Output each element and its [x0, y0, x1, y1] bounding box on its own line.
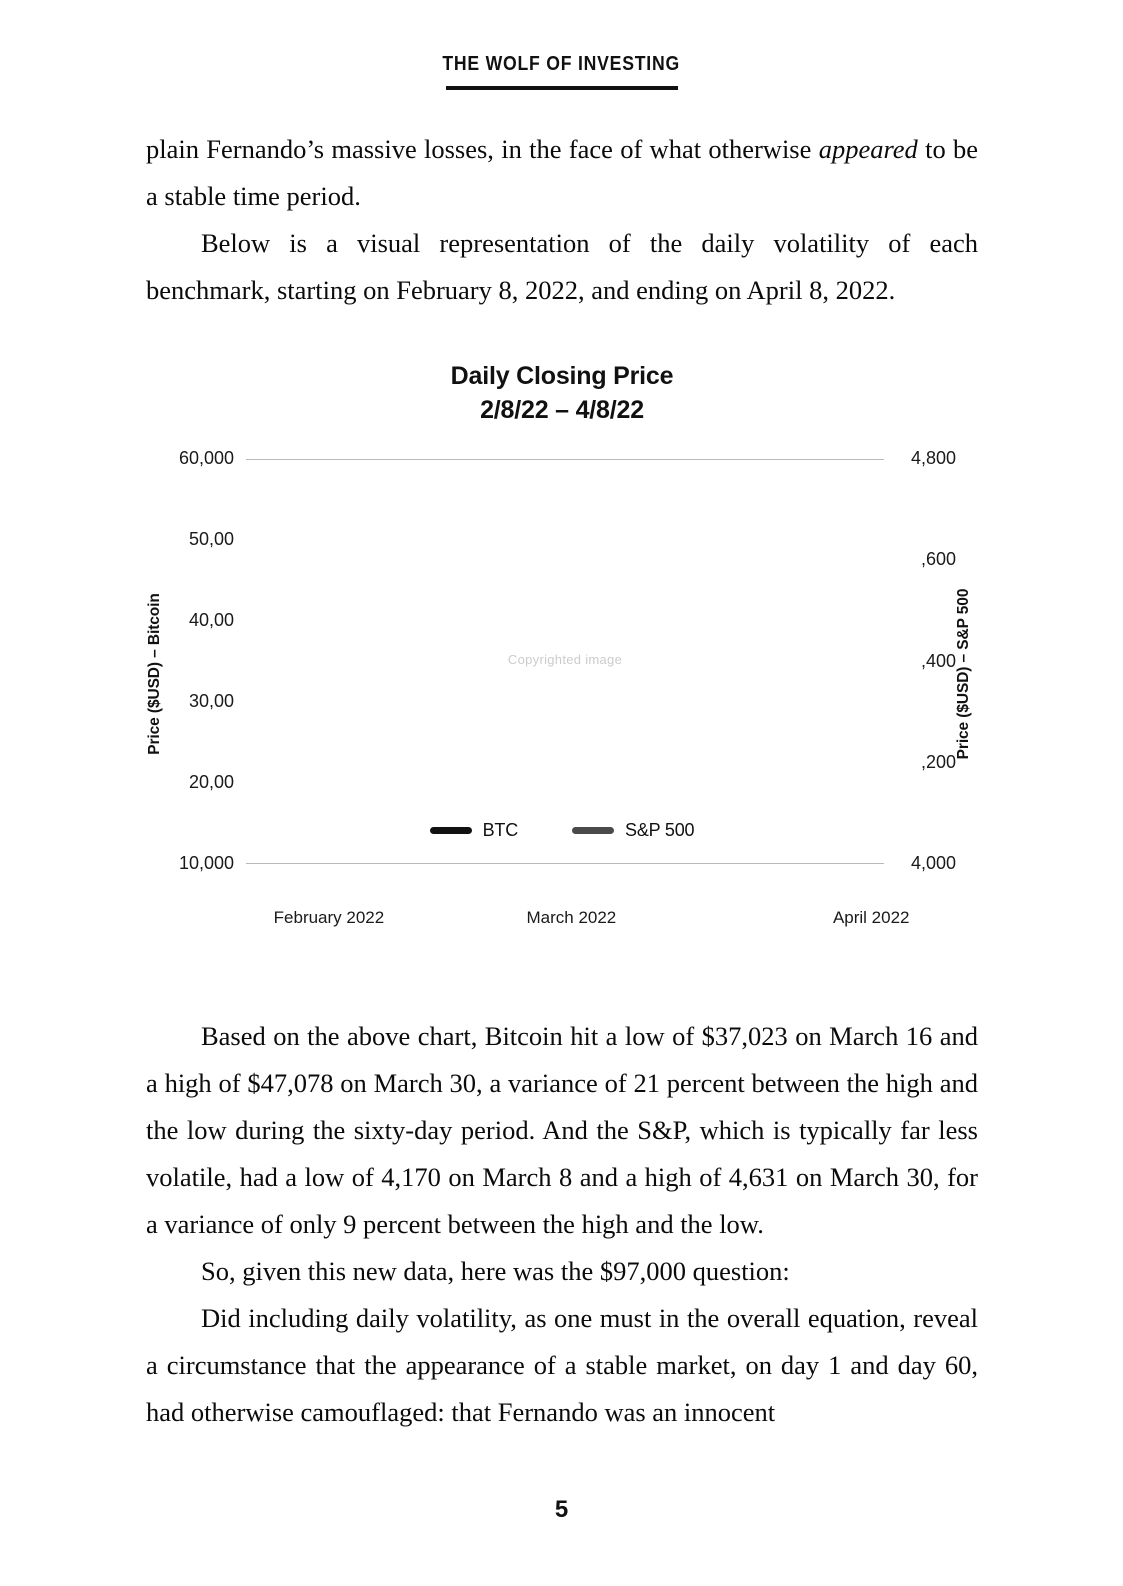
- y-tick-left-1: 50,00: [188, 529, 234, 549]
- legend-swatch-icon-0: [430, 827, 472, 834]
- y-tick-left-4: 20,00: [188, 772, 234, 792]
- x-tick-1: March 2022: [526, 908, 617, 927]
- y-tick-left-5: 10,000: [178, 853, 234, 873]
- paragraph-below-is: Below is a visual representation of the daily volatility of each benchmark, starting on February 8, 2022, and ending on April 8, 2022.: [146, 228, 978, 305]
- legend-entry-0[interactable]: [430, 820, 518, 841]
- x-tick-0: February 2022: [273, 908, 385, 927]
- paragraph-continued: [146, 126, 978, 220]
- running-head-title: THE WOLF OF INVESTING: [442, 52, 681, 75]
- x-axis-ticks: [246, 908, 910, 932]
- paragraph-based-on: Based on the above chart, Bitcoin hit a low of $37,023 on March 16 and a high of $47,078 on March 30, a variance of 21 percent between the high and the low during the sixty-day period. And the S&P, which is typically far less volatile, had a low of 4,170 on March 8 and a high of 4,631 on March 30, for a variance of only 9 percent between the high and the low.: [146, 1021, 978, 1239]
- y-axis-right-ticks: [896, 448, 956, 873]
- y-tick-left-0: 60,000: [178, 448, 234, 468]
- chart-legend: [146, 820, 978, 841]
- x-tick-2: April 2022: [832, 908, 910, 927]
- copyright-watermark: Copyrighted image: [507, 652, 623, 667]
- y-tick-right-0: 4,800: [910, 448, 956, 468]
- body-text-top: [146, 126, 978, 314]
- body-text-bottom: [146, 1013, 978, 1436]
- chart-title: Daily Closing Price: [450, 362, 674, 390]
- gridline-top: [246, 459, 884, 460]
- legend-label-1: S&P 500: [625, 820, 695, 840]
- paragraph-text-b: to be a stable time period.: [146, 134, 979, 211]
- y-tick-right-3: ,200: [920, 751, 956, 772]
- legend-swatch-icon-1: [572, 827, 614, 834]
- chart-subtitle: 2/8/22 – 4/8/22: [480, 396, 644, 424]
- y-tick-right-4: 4,000: [910, 853, 956, 873]
- y-tick-right-2: ,400: [920, 650, 956, 671]
- paragraph-did-including: Did including daily volatility, as one must in the overall equation, reveal a circumstance that the appearance of a stable market, on day 1 and day 60, had otherwise camouflaged: that Fernando was an innocent: [146, 1303, 978, 1427]
- chart-figure: [146, 352, 978, 952]
- gridline-bottom: [246, 863, 884, 864]
- y-tick-left-3: 30,00: [188, 691, 234, 711]
- y-axis-title-left: Price ($USD) – Bitcoin: [146, 593, 163, 755]
- y-tick-right-1: ,600: [920, 549, 956, 570]
- page-number: 5: [554, 1496, 569, 1523]
- y-tick-left-2: 40,00: [188, 610, 234, 630]
- paragraph-so-given: So, given this new data, here was the $97,000 question:: [201, 1256, 790, 1286]
- running-head-rule: [446, 86, 678, 90]
- paragraph-text-a: plain Fernando’s massive losses, in the face of what otherwise: [146, 134, 819, 164]
- legend-entry-1[interactable]: [572, 820, 694, 841]
- running-head: [0, 52, 1123, 90]
- y-axis-left-ticks: [146, 448, 234, 873]
- y-axis-title-right: Price ($USD) – S&P 500: [955, 588, 972, 760]
- emphasis-appeared: appeared: [818, 134, 918, 164]
- legend-label-0: BTC: [482, 820, 519, 840]
- plot-area: [246, 459, 884, 864]
